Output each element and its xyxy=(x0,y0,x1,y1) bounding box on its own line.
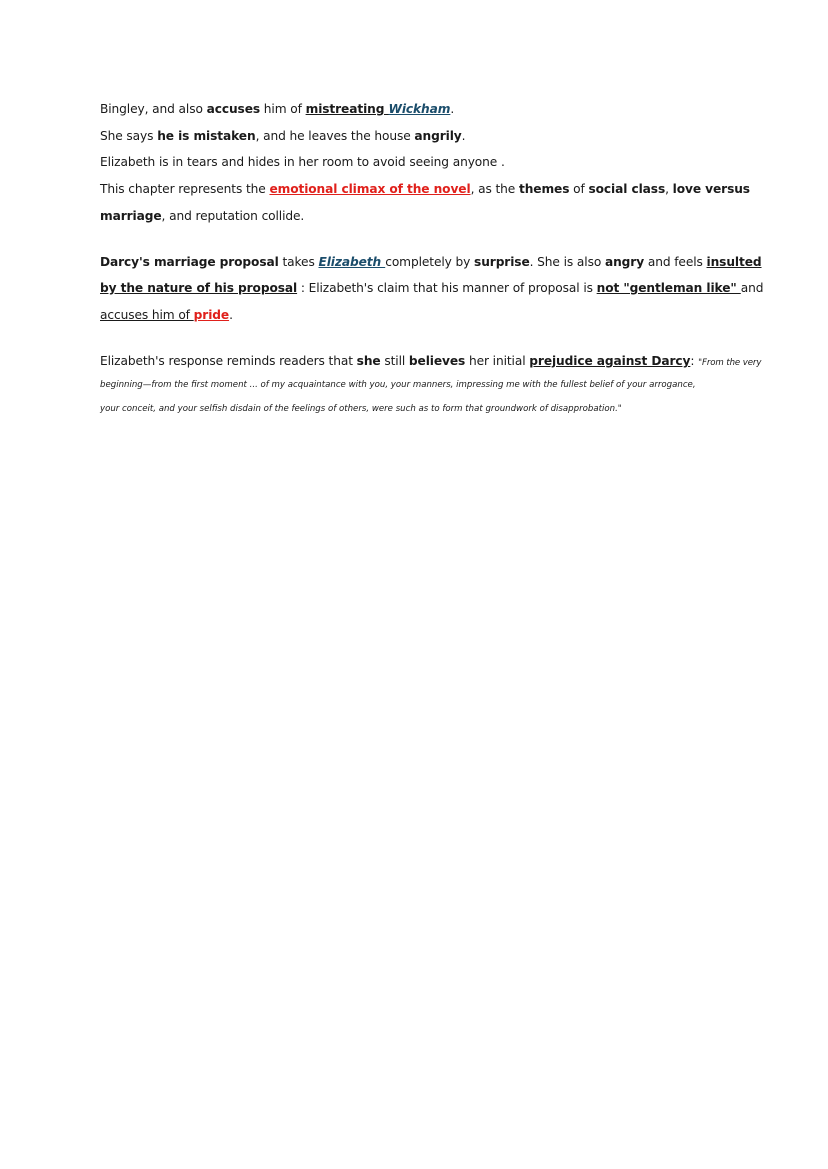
underlined-mistreating: mistreating xyxy=(305,102,389,116)
bold-angry: angry xyxy=(604,255,645,269)
text: , and he leaves the house xyxy=(255,129,415,143)
p2-line-1 xyxy=(100,254,762,270)
text: Elizabeth's response reminds readers that xyxy=(100,354,357,368)
underlined-prejudice-against-darcy: prejudice against Darcy xyxy=(529,354,691,368)
text: , as the xyxy=(470,182,519,196)
text: . xyxy=(461,129,466,143)
p1-line-5 xyxy=(100,208,304,224)
text: , and reputation collide. xyxy=(161,209,305,223)
underlined-nature-of-proposal: by the nature of his proposal xyxy=(100,281,298,295)
bold-darcys-proposal: Darcy's marriage proposal xyxy=(100,255,279,269)
text: Elizabeth is in tears and hides in her room to avoid seeing anyone . xyxy=(100,155,505,169)
text: completely by xyxy=(385,255,475,269)
bold-marriage: marriage xyxy=(100,209,162,223)
underlined-not-gentleman-like: not "gentleman like" xyxy=(596,281,741,295)
bold-believes: believes xyxy=(408,354,466,368)
text: of xyxy=(569,182,589,196)
highlight-emotional-climax: emotional climax of the novel xyxy=(269,182,471,196)
text: : Elizabeth's claim that his manner of proposal is xyxy=(297,281,597,295)
bold-angrily: angrily xyxy=(414,129,462,143)
text: takes xyxy=(278,255,319,269)
text: . xyxy=(450,102,455,116)
text: and xyxy=(740,281,764,295)
text: him of xyxy=(260,102,306,116)
text: She says xyxy=(100,129,158,143)
bold-accuses: accuses xyxy=(206,102,261,116)
text: This chapter represents the xyxy=(100,182,270,196)
p1-line-3 xyxy=(100,154,505,170)
bold-social-class: social class xyxy=(588,182,666,196)
quote-line-3: your conceit, and your selfish disdain of the feelings of others, were such as to form that groundwork of disapprobation." xyxy=(100,404,622,414)
text: her initial xyxy=(465,354,530,368)
p1-line-2 xyxy=(100,128,465,144)
p2-line-3 xyxy=(100,307,233,323)
underlined-insulted: insulted xyxy=(706,255,762,269)
link-wickham[interactable]: Wickham xyxy=(388,102,451,116)
quote-start: "From the very xyxy=(698,358,762,368)
bold-she: she xyxy=(356,354,381,368)
p3-line-1 xyxy=(100,353,761,371)
underlined-accuses-him-of: accuses him of xyxy=(100,308,194,322)
quote-line-2: beginning—from the first moment ... of my acquaintance with you, your manners, impressing me with the fullest belief of your arrogance, xyxy=(100,380,696,390)
text: . She is also xyxy=(529,255,605,269)
text: , xyxy=(665,182,673,196)
text: still xyxy=(380,354,409,368)
text: . xyxy=(229,308,233,322)
text: : xyxy=(690,354,699,368)
bold-themes: themes xyxy=(518,182,570,196)
text: Bingley, and also xyxy=(100,102,207,116)
highlight-pride: pride xyxy=(193,308,230,322)
bold-love-versus: love versus xyxy=(672,182,750,196)
p1-line-1 xyxy=(100,101,454,117)
link-elizabeth[interactable]: Elizabeth xyxy=(318,255,386,269)
text: and feels xyxy=(644,255,707,269)
p1-line-4 xyxy=(100,181,750,197)
p2-line-2 xyxy=(100,280,763,296)
bold-he-is-mistaken: he is mistaken xyxy=(157,129,256,143)
bold-surprise: surprise xyxy=(474,255,530,269)
